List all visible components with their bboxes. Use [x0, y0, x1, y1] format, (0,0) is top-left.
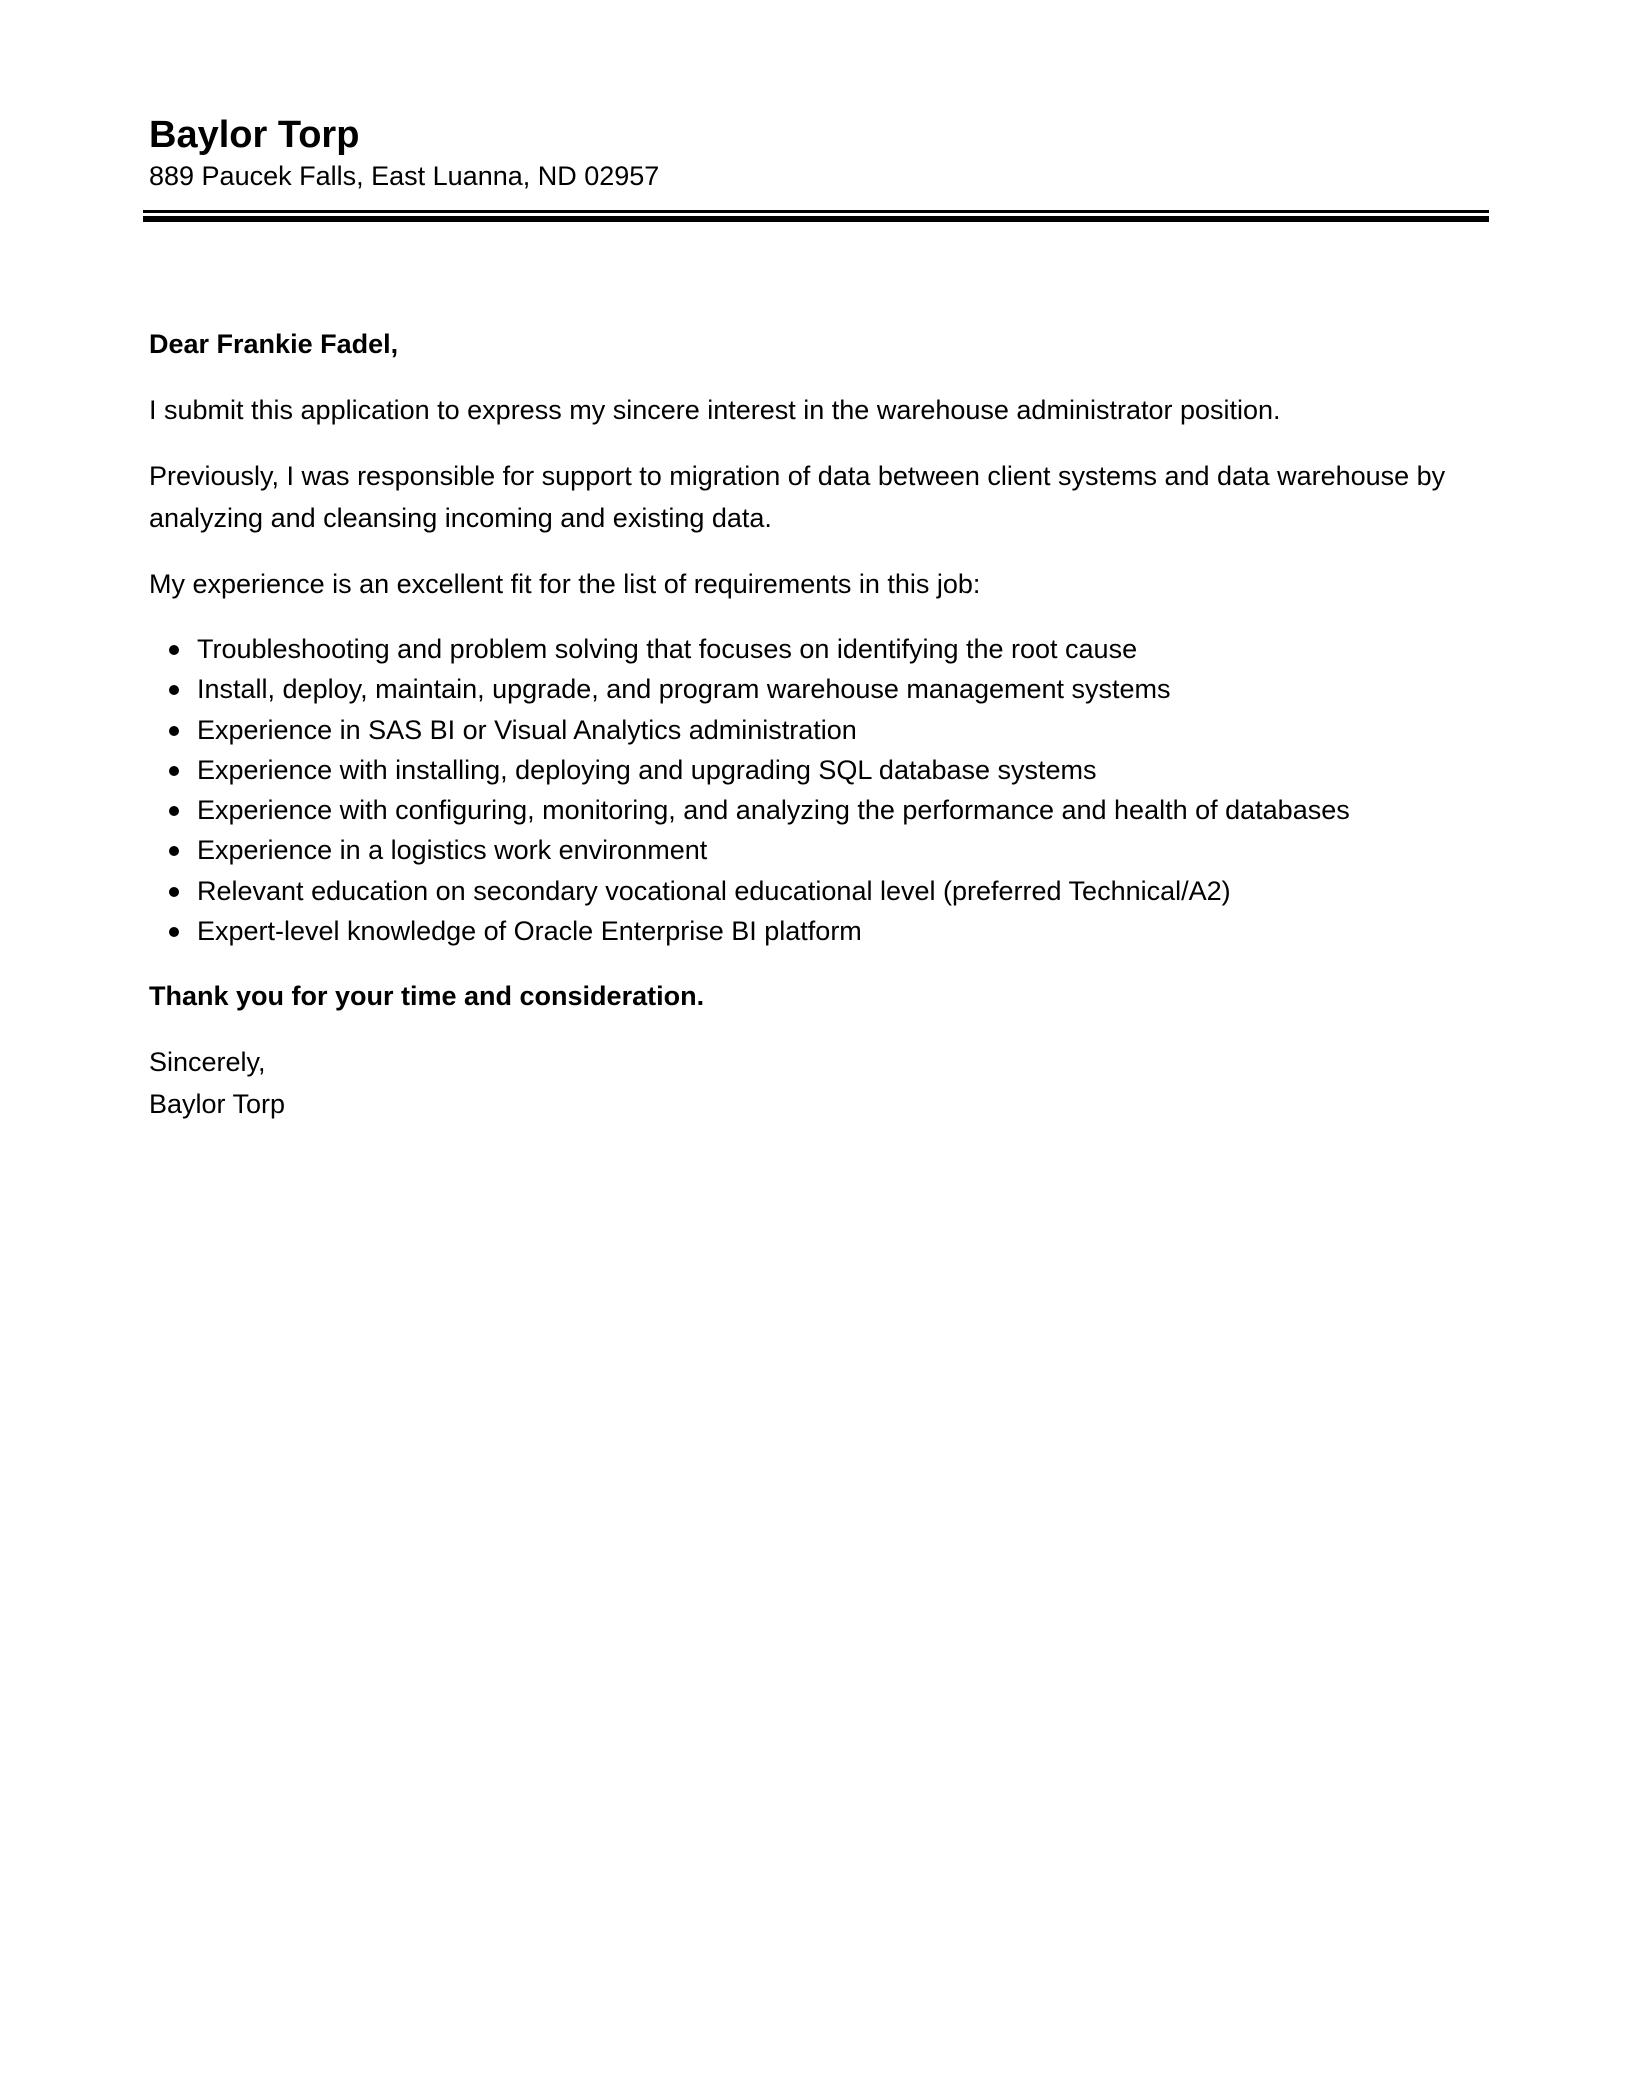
salutation: Dear Frankie Fadel, [149, 329, 399, 359]
list-item-text: Experience in SAS BI or Visual Analytics administration [197, 714, 857, 745]
letter-body [149, 323, 1499, 1125]
list-item-text: Install, deploy, maintain, upgrade, and program warehouse management systems [197, 674, 1171, 705]
requirements-intro: My experience is an excellent fit for the list of requirements in this job: [149, 569, 981, 599]
divider-thick-line [143, 216, 1489, 222]
requirements-list [149, 629, 1499, 951]
bullet-icon [169, 726, 179, 736]
list-item [149, 911, 1499, 951]
bullet-icon [169, 766, 179, 776]
bullet-icon [169, 645, 179, 655]
header-divider [143, 210, 1489, 222]
sender-name: Baylor Torp [149, 114, 360, 156]
bullet-icon [169, 887, 179, 897]
sender-address: 889 Paucek Falls, East Luanna, ND 02957 [149, 161, 660, 191]
signature-name: Baylor Torp [149, 1089, 286, 1120]
list-item-text: Experience with configuring, monitoring, and analyzing the performance and health of databases [197, 795, 1350, 826]
list-item [149, 669, 1499, 709]
intro-paragraph: I submit this application to express my sincere interest in the warehouse administrator position. [149, 395, 1281, 425]
bullet-icon [169, 685, 179, 695]
experience-paragraph: Previously, I was responsible for support to migration of data between client systems and data warehouse by analyzing and cleansing incoming and existing data. [149, 461, 1446, 533]
bullet-icon [169, 806, 179, 816]
closing-line: Thank you for your time and consideration. [149, 981, 705, 1012]
bullet-icon [169, 927, 179, 937]
list-item-text: Experience in a logistics work environment [197, 835, 708, 866]
list-item-text: Troubleshooting and problem solving that focuses on identifying the root cause [197, 634, 1138, 664]
list-item [149, 830, 1499, 870]
list-item [149, 710, 1499, 750]
list-item [149, 871, 1499, 911]
list-item [149, 629, 1499, 669]
valediction: Sincerely, [149, 1047, 266, 1078]
list-item [149, 750, 1499, 790]
bullet-icon [169, 846, 179, 856]
list-item [149, 790, 1499, 830]
list-item-text: Expert-level knowledge of Oracle Enterprise BI platform [197, 916, 862, 947]
letter-header [149, 112, 1489, 194]
list-item-text: Experience with installing, deploying and upgrading SQL database systems [197, 754, 1097, 785]
list-item-text: Relevant education on secondary vocational educational level (preferred Technical/A2) [197, 875, 1231, 906]
